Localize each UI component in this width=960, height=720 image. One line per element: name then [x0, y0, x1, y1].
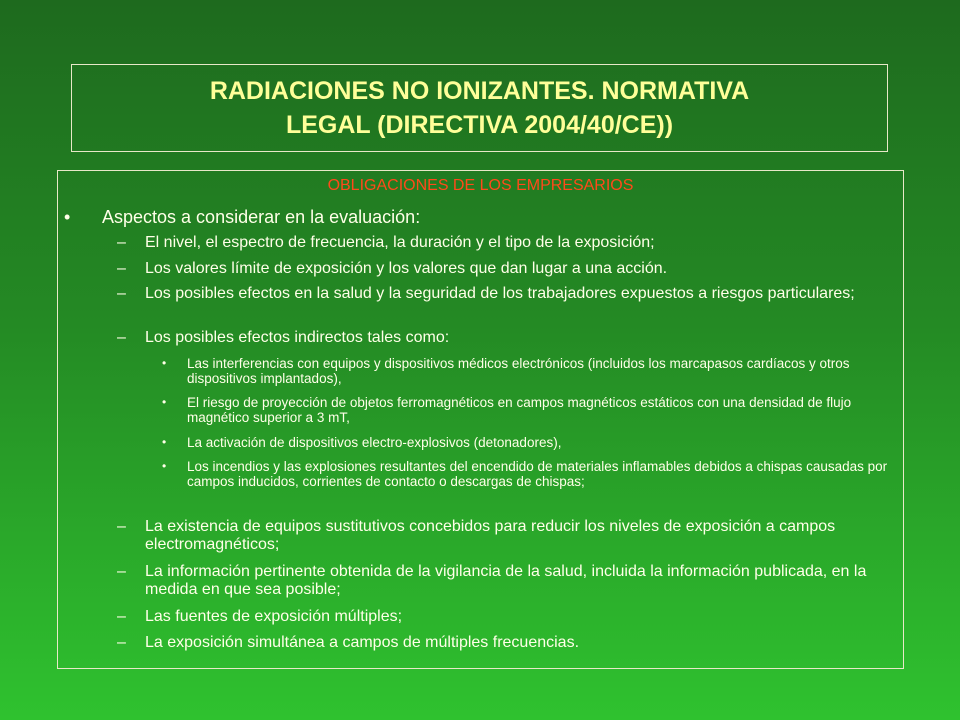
list-item-text: Los posibles efectos en la salud y la seguridad de los trabajadores expuestos a riesgos particulares; — [145, 285, 855, 302]
dash-icon: – — [117, 329, 126, 346]
dash-icon: – — [117, 634, 126, 651]
dash-icon: – — [117, 608, 126, 625]
bullet-icon: • — [162, 395, 167, 409]
list-item-text: Los valores límite de exposición y los valores que dan lugar a una acción. — [145, 260, 668, 277]
dash-icon: – — [117, 563, 126, 580]
bullet-icon: • — [162, 459, 167, 473]
slide-title-line-2: LEGAL (DIRECTIVA 2004/40/CE)) — [285, 111, 674, 139]
sub-list-item-text: La activación de dispositivos electro-explosivos (detonadores), — [187, 435, 562, 450]
content-box — [57, 170, 904, 669]
list-item-text: Los posibles efectos indirectos tales como: — [145, 329, 450, 346]
list-item-text: El nivel, el espectro de frecuencia, la duración y el tipo de la exposición; — [145, 234, 655, 251]
main-bullet-text: Aspectos a considerar en la evaluación: — [102, 207, 421, 227]
sub-list-item-text: Los incendios y las explosiones resultantes del encendido de materiales inflamables debidos a chispas causadas por campos inducidos, corrientes de contacto o descargas de chispas; — [187, 459, 888, 489]
slide-title-line-1: RADIACIONES NO IONIZANTES. NORMATIVA — [209, 77, 750, 105]
sub-list-item-text: El riesgo de proyección de objetos ferromagnéticos en campos magnéticos estáticos con una densidad de flujo magnético superior a 3 mT, — [187, 395, 852, 425]
bullet-icon: • — [162, 435, 167, 449]
list-item-text: La existencia de equipos sustitutivos concebidos para reducir los niveles de exposición a campos electromagnéticos; — [145, 518, 836, 553]
dash-icon: – — [117, 234, 126, 251]
section-subtitle: OBLIGACIONES DE LOS EMPRESARIOS — [327, 177, 634, 194]
dash-icon: – — [117, 518, 126, 535]
title-box — [71, 64, 888, 152]
dash-icon: – — [117, 285, 126, 302]
bullet-icon: • — [64, 207, 71, 227]
list-item-text: Las fuentes de exposición múltiples; — [145, 608, 403, 625]
dash-icon: – — [117, 260, 126, 277]
list-item-text: La exposición simultánea a campos de múltiples frecuencias. — [145, 634, 580, 651]
bullet-icon: • — [162, 356, 167, 370]
sub-list-item-text: Las interferencias con equipos y dispositivos médicos electrónicos (incluidos los marcapasos cardíacos y otros dispositivos implantados), — [187, 356, 850, 386]
list-item-text: La información pertinente obtenida de la vigilancia de la salud, incluida la información publicada, en la medida en que sea posible; — [145, 563, 867, 598]
